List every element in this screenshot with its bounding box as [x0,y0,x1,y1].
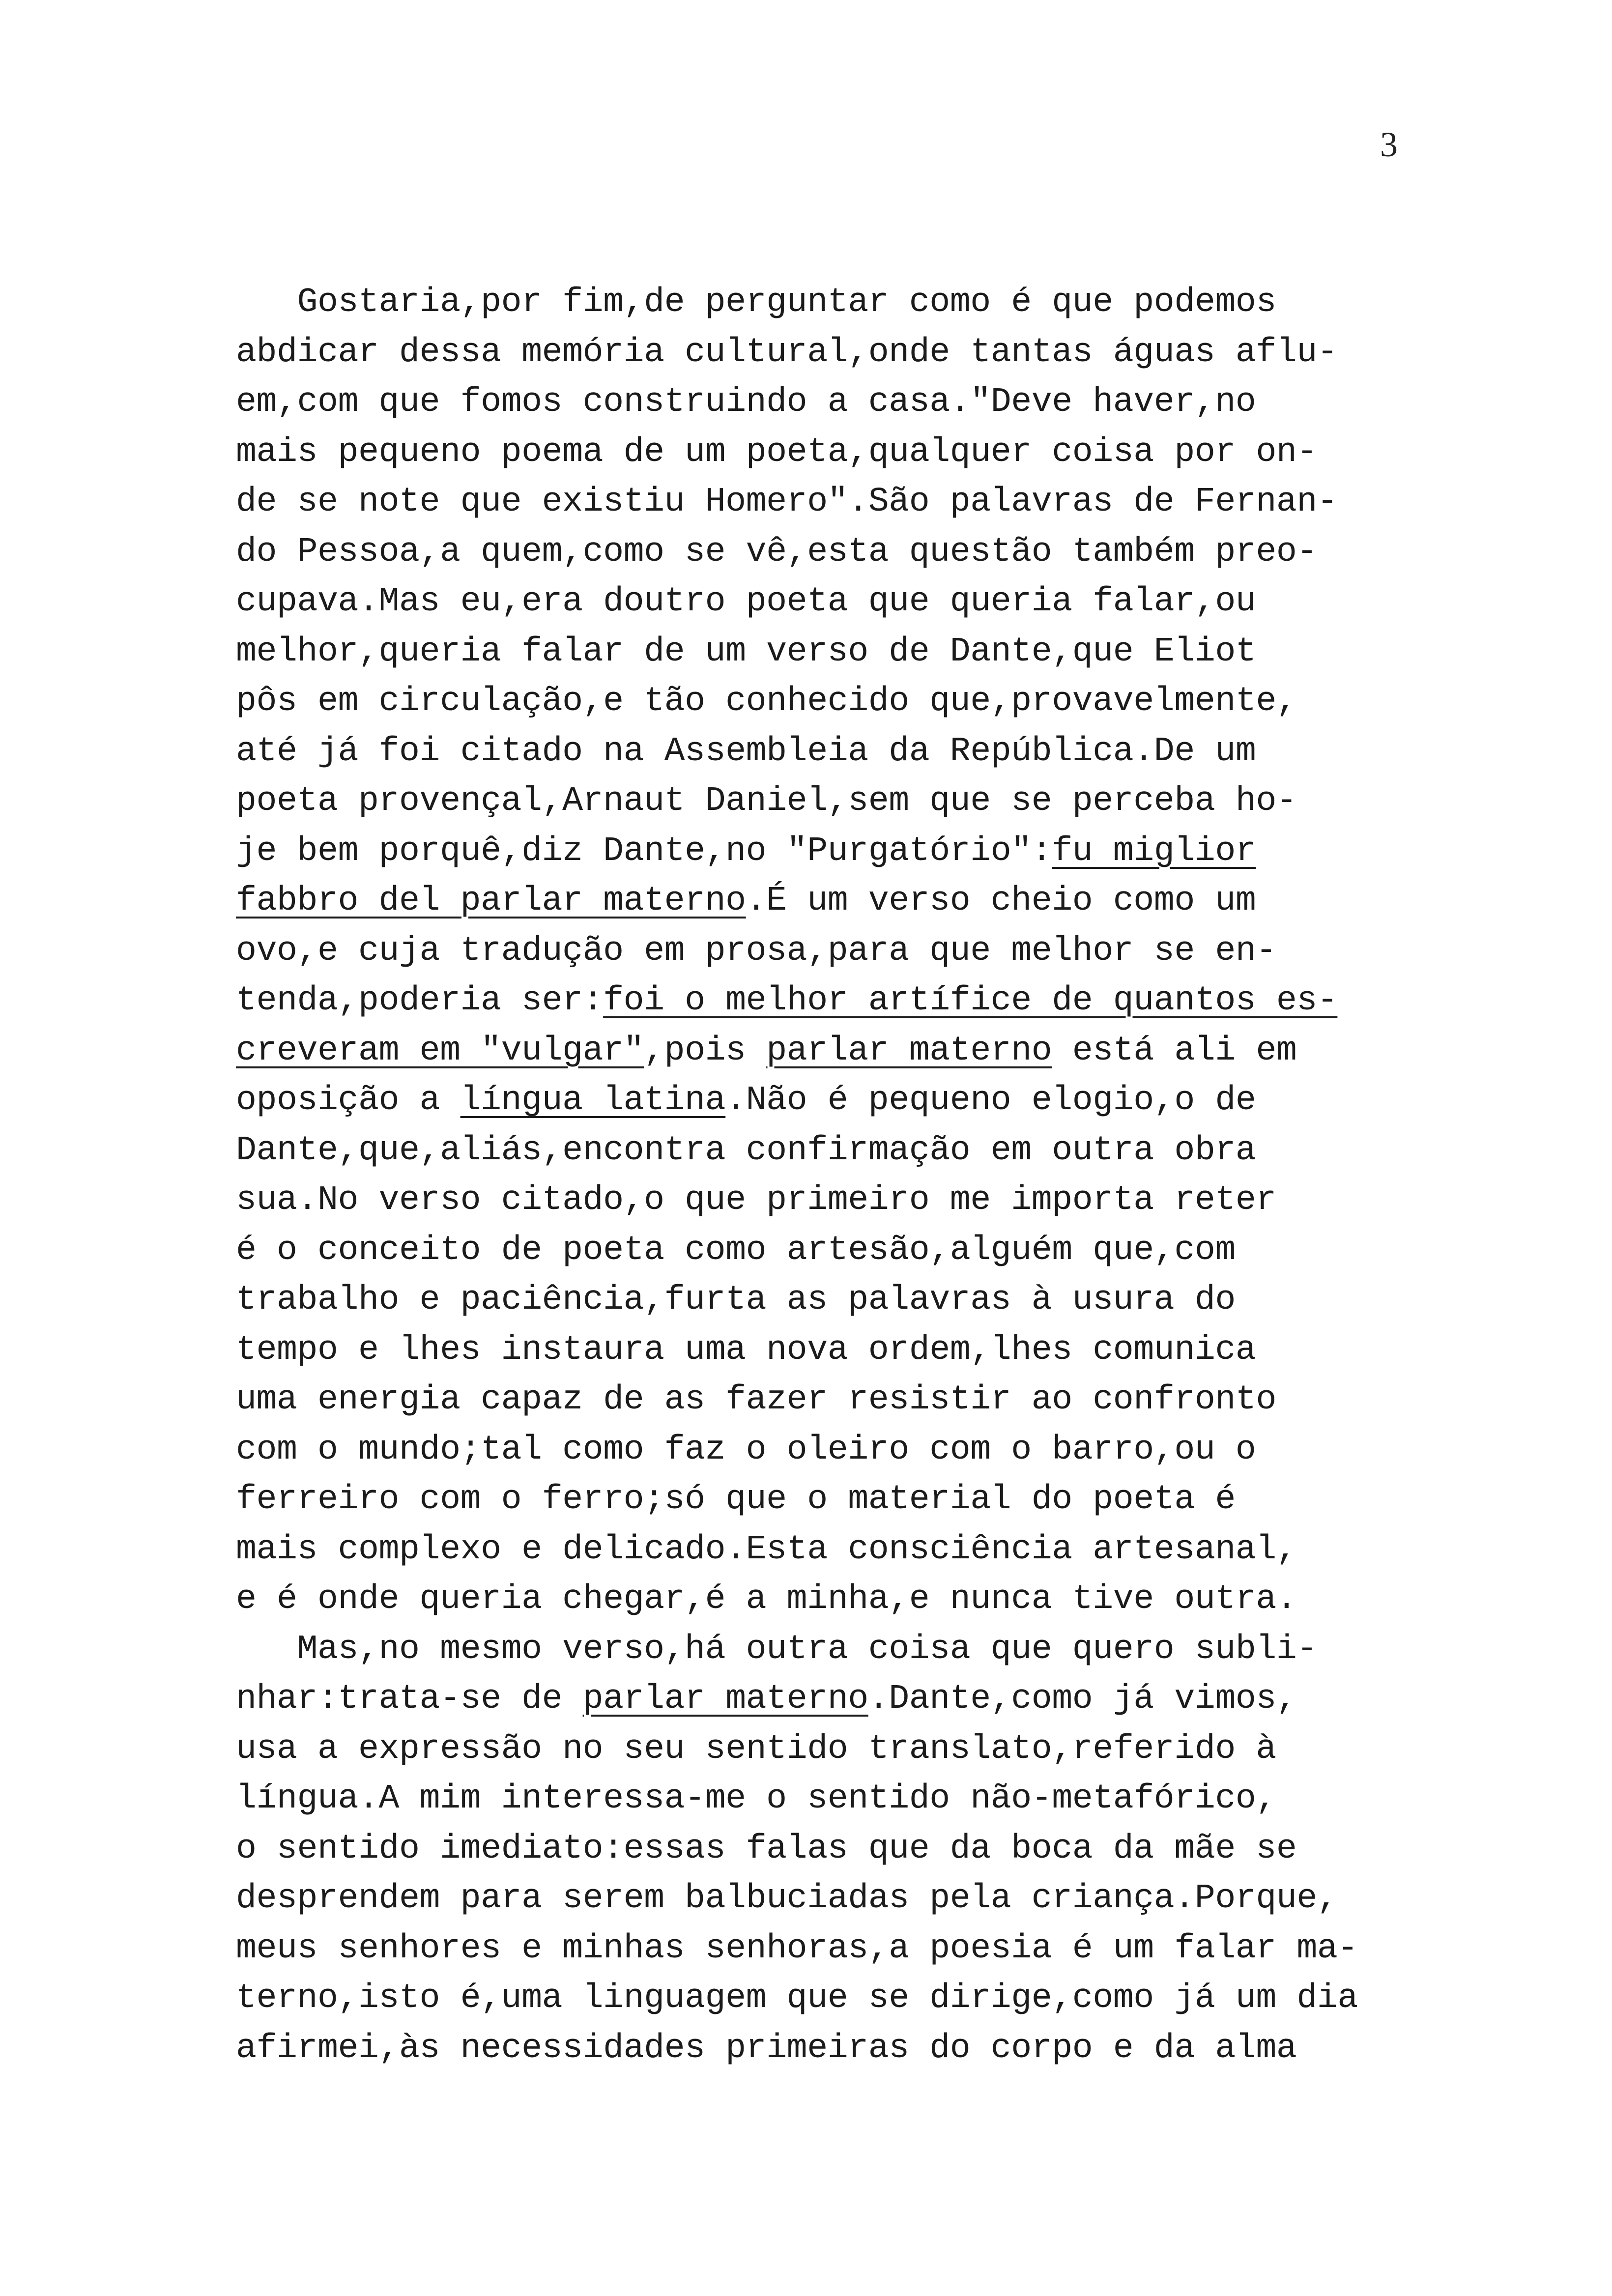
body-text [236,278,1376,2073]
text-segment: .Não é pequeno elogio,o de [725,1081,1256,1120]
text-line [236,627,1376,677]
text-line [236,1924,1376,1974]
text-segment: sua.No verso citado,o que primeiro me importa reter [236,1181,1276,1220]
text-segment: o sentido imediato:essas falas que da boca da mãe se [236,1829,1297,1868]
text-line [236,377,1376,428]
text-line [236,1674,1376,1724]
text-line [236,477,1376,527]
text-segment: ,pois [644,1031,767,1070]
underlined-phrase: fabbro del parlar materno [236,882,746,920]
text-line [236,876,1376,926]
text-segment: ferreiro com o ferro;só que o material do poeta é [236,1480,1236,1519]
text-segment: está ali em [1052,1031,1297,1070]
text-line [236,1176,1376,1226]
text-segment: nhar:trata-se de [236,1680,583,1719]
text-segment: oposição a [236,1081,461,1120]
text-line [236,827,1376,877]
text-line [236,1575,1376,1625]
text-segment: de se note que existiu Homero".São palavras de Fernan- [236,483,1338,521]
text-line [236,1325,1376,1376]
underlined-phrase: foi o melhor artífice de quantos es- [603,981,1338,1020]
text-line [236,1076,1376,1126]
text-segment: Mas,no mesmo verso,há outra coisa que quero subli- [236,1630,1317,1669]
text-line [236,527,1376,577]
text-line [236,1874,1376,1924]
text-segment: ovo,e cuja tradução em prosa,para que melhor se en- [236,931,1276,971]
text-segment: uma energia capaz de as fazer resistir ao confronto [236,1380,1276,1419]
text-segment: je bem porquê,diz Dante,no "Purgatório": [236,832,1052,871]
text-line [236,1275,1376,1325]
text-line [236,976,1376,1026]
underlined-phrase: parlar materno [582,1680,868,1719]
text-line [236,1126,1376,1176]
text-line [236,577,1376,627]
text-segment: poeta provençal,Arnaut Daniel,sem que se perceba ho- [236,782,1297,821]
text-segment: língua.A mim interessa-me o sentido não-metafórico, [236,1779,1276,1818]
text-line [236,1226,1376,1276]
text-line [236,926,1376,976]
text-line [236,1774,1376,1824]
text-line [236,776,1376,827]
text-segment: e é onde queria chegar,é a minha,e nunca tive outra. [236,1580,1297,1619]
text-segment: é o conceito de poeta como artesão,alguém que,com [236,1231,1236,1270]
text-segment: até já foi citado na Assembleia da República.De um [236,732,1256,771]
text-line [236,1425,1376,1475]
text-line [236,1625,1376,1675]
text-segment: tenda,poderia ser: [236,981,604,1020]
text-line [236,1026,1376,1076]
page-number: 3 [1380,125,1398,164]
text-line [236,2024,1376,2074]
text-segment: melhor,queria falar de um verso de Dante,que Eliot [236,632,1256,671]
text-segment: tempo e lhes instaura uma nova ordem,lhes comunica [236,1330,1256,1370]
text-segment: pôs em circulação,e tão conhecido que,provavelmente, [236,682,1297,721]
text-segment: .Dante,como já vimos, [868,1680,1297,1719]
text-segment: mais pequeno poema de um poeta,qualquer coisa por on- [236,432,1317,472]
text-line [236,1824,1376,1874]
text-segment: meus senhores e minhas senhoras,a poesia é um falar ma- [236,1929,1358,1968]
text-line [236,677,1376,727]
text-segment: trabalho e paciência,furta as palavras à usura do [236,1281,1236,1320]
underlined-phrase: fu miglior [1052,832,1256,871]
text-segment: abdicar dessa memória cultural,onde tantas águas aflu- [236,333,1338,372]
text-segment: mais complexo e delicado.Esta consciência artesanal, [236,1530,1297,1569]
text-line [236,1375,1376,1425]
text-segment: com o mundo;tal como faz o oleiro com o barro,ou o [236,1430,1256,1469]
text-segment: do Pessoa,a quem,como se vê,esta questão também preo- [236,532,1317,572]
text-segment: Dante,que,aliás,encontra confirmação em outra obra [236,1131,1256,1170]
text-segment: desprendem para serem balbuciadas pela criança.Porque, [236,1879,1338,1918]
text-line [236,1475,1376,1525]
underlined-phrase: língua latina [460,1081,726,1120]
text-segment: usa a expressão no seu sentido translato,referido à [236,1729,1276,1769]
text-line [236,428,1376,478]
text-segment: cupava.Mas eu,era doutro poeta que queria falar,ou [236,582,1256,621]
text-line [236,1724,1376,1775]
text-line [236,1525,1376,1575]
underlined-phrase: parlar materno [766,1031,1052,1070]
text-line [236,328,1376,378]
text-line [236,1974,1376,2024]
text-segment: afirmei,às necessidades primeiras do corpo e da alma [236,2029,1297,2068]
text-segment: .É um verso cheio como um [746,882,1256,920]
text-line [236,727,1376,777]
text-line [236,278,1376,328]
underlined-phrase: creveram em "vulgar" [236,1031,644,1070]
text-segment: terno,isto é,uma linguagem que se dirige,como já um dia [236,1979,1358,2018]
text-segment: em,com que fomos construindo a casa."Deve haver,no [236,383,1256,422]
text-segment: Gostaria,por fim,de perguntar como é que podemos [236,283,1276,322]
